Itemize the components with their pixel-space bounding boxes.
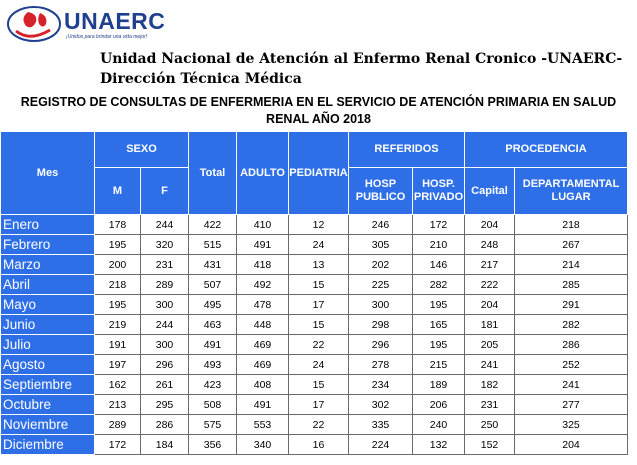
value-cell: 250 [465, 415, 515, 435]
value-cell: 204 [465, 295, 515, 315]
value-cell: 178 [95, 215, 141, 235]
value-cell: 24 [289, 355, 349, 375]
value-cell: 225 [349, 275, 413, 295]
value-cell: 15 [289, 375, 349, 395]
value-cell: 210 [413, 235, 465, 255]
col-header-mes: Mes [1, 132, 95, 215]
org-line-2: Dirección Técnica Médica [100, 71, 302, 87]
table-row [1, 415, 628, 435]
month-cell: Septiembre [1, 375, 95, 395]
month-cell: Junio [1, 315, 95, 335]
value-cell: 300 [141, 295, 189, 315]
col-header-adulto: ADULTO [237, 132, 289, 215]
value-cell: 335 [349, 415, 413, 435]
kidney-hands-icon [6, 4, 62, 44]
value-cell: 295 [141, 395, 189, 415]
table-row [1, 215, 628, 235]
value-cell: 252 [515, 355, 628, 375]
value-cell: 495 [189, 295, 237, 315]
value-cell: 182 [465, 375, 515, 395]
value-cell: 244 [141, 215, 189, 235]
col-header-hosp-privado: HOSP. PRIVADO [413, 168, 465, 215]
value-cell: 218 [515, 215, 628, 235]
value-cell: 189 [413, 375, 465, 395]
col-header-capital: Capital [465, 168, 515, 215]
value-cell: 289 [141, 275, 189, 295]
value-cell: 214 [515, 255, 628, 275]
table-body [1, 215, 628, 455]
month-cell: Enero [1, 215, 95, 235]
value-cell: 278 [349, 355, 413, 375]
group-header-sexo: SEXO [95, 132, 189, 168]
table-row [1, 355, 628, 375]
table-row [1, 335, 628, 355]
value-cell: 195 [95, 295, 141, 315]
value-cell: 181 [465, 315, 515, 335]
value-cell: 248 [465, 235, 515, 255]
value-cell: 231 [465, 395, 515, 415]
col-header-total: Total [189, 132, 237, 215]
value-cell: 300 [141, 335, 189, 355]
value-cell: 291 [515, 295, 628, 315]
value-cell: 219 [95, 315, 141, 335]
value-cell: 191 [95, 335, 141, 355]
value-cell: 418 [237, 255, 289, 275]
value-cell: 213 [95, 395, 141, 415]
organization-heading [100, 49, 622, 89]
value-cell: 165 [413, 315, 465, 335]
value-cell: 493 [189, 355, 237, 375]
value-cell: 224 [349, 435, 413, 455]
value-cell: 16 [289, 435, 349, 455]
table-row [1, 255, 628, 275]
value-cell: 222 [465, 275, 515, 295]
month-cell: Agosto [1, 355, 95, 375]
consultations-table [0, 131, 628, 455]
value-cell: 231 [141, 255, 189, 275]
report-title [0, 94, 637, 128]
value-cell: 172 [413, 215, 465, 235]
month-cell: Julio [1, 335, 95, 355]
value-cell: 17 [289, 395, 349, 415]
value-cell: 282 [515, 315, 628, 335]
value-cell: 146 [413, 255, 465, 275]
value-cell: 244 [141, 315, 189, 335]
month-cell: Noviembre [1, 415, 95, 435]
col-header-pediatria: PEDIATRIA [289, 132, 349, 215]
value-cell: 325 [515, 415, 628, 435]
col-header-departamental: DEPARTAMENTAL LUGAR [515, 168, 628, 215]
value-cell: 575 [189, 415, 237, 435]
table-row [1, 315, 628, 335]
value-cell: 195 [413, 335, 465, 355]
value-cell: 507 [189, 275, 237, 295]
value-cell: 491 [237, 395, 289, 415]
value-cell: 195 [95, 235, 141, 255]
value-cell: 298 [349, 315, 413, 335]
value-cell: 246 [349, 215, 413, 235]
value-cell: 340 [237, 435, 289, 455]
value-cell: 197 [95, 355, 141, 375]
value-cell: 204 [465, 215, 515, 235]
value-cell: 431 [189, 255, 237, 275]
value-cell: 423 [189, 375, 237, 395]
table-row [1, 435, 628, 455]
value-cell: 515 [189, 235, 237, 255]
col-header-m: M [95, 168, 141, 215]
logo-tagline: ¡Unidos para brindar una vida mejor! [66, 34, 148, 40]
col-header-f: F [141, 168, 189, 215]
value-cell: 22 [289, 335, 349, 355]
value-cell: 356 [189, 435, 237, 455]
report-title-line-1: REGISTRO DE CONSULTAS DE ENFERMERIA EN EL SERVICIO DE ATENCIÓN PRIMARIA EN SALUD [20, 95, 617, 109]
value-cell: 300 [349, 295, 413, 315]
table-row [1, 375, 628, 395]
table-row [1, 235, 628, 255]
value-cell: 17 [289, 295, 349, 315]
value-cell: 206 [413, 395, 465, 415]
value-cell: 205 [465, 335, 515, 355]
value-cell: 305 [349, 235, 413, 255]
value-cell: 302 [349, 395, 413, 415]
value-cell: 22 [289, 415, 349, 435]
value-cell: 553 [237, 415, 289, 435]
value-cell: 277 [515, 395, 628, 415]
value-cell: 478 [237, 295, 289, 315]
value-cell: 202 [349, 255, 413, 275]
value-cell: 296 [141, 355, 189, 375]
value-cell: 469 [237, 335, 289, 355]
value-cell: 491 [237, 235, 289, 255]
value-cell: 204 [515, 435, 628, 455]
month-cell: Octubre [1, 395, 95, 415]
value-cell: 184 [141, 435, 189, 455]
value-cell: 410 [237, 215, 289, 235]
value-cell: 286 [141, 415, 189, 435]
month-cell: Diciembre [1, 435, 95, 455]
value-cell: 240 [413, 415, 465, 435]
value-cell: 234 [349, 375, 413, 395]
value-cell: 492 [237, 275, 289, 295]
value-cell: 296 [349, 335, 413, 355]
value-cell: 12 [289, 215, 349, 235]
value-cell: 285 [515, 275, 628, 295]
value-cell: 448 [237, 315, 289, 335]
logo-name: UNAERC [64, 8, 166, 34]
value-cell: 408 [237, 375, 289, 395]
table-row [1, 395, 628, 415]
value-cell: 469 [237, 355, 289, 375]
report-title-line-2: RENAL AÑO 2018 [266, 112, 371, 126]
table-row [1, 295, 628, 315]
month-cell: Abril [1, 275, 95, 295]
month-cell: Febrero [1, 235, 95, 255]
table-row [1, 275, 628, 295]
value-cell: 289 [95, 415, 141, 435]
value-cell: 217 [465, 255, 515, 275]
value-cell: 491 [189, 335, 237, 355]
value-cell: 422 [189, 215, 237, 235]
value-cell: 241 [465, 355, 515, 375]
value-cell: 286 [515, 335, 628, 355]
value-cell: 200 [95, 255, 141, 275]
value-cell: 241 [515, 375, 628, 395]
value-cell: 215 [413, 355, 465, 375]
value-cell: 508 [189, 395, 237, 415]
unaerc-logo [6, 4, 166, 44]
value-cell: 172 [95, 435, 141, 455]
value-cell: 261 [141, 375, 189, 395]
value-cell: 15 [289, 315, 349, 335]
group-header-procedencia: PROCEDENCIA [465, 132, 628, 168]
value-cell: 195 [413, 295, 465, 315]
value-cell: 24 [289, 235, 349, 255]
value-cell: 13 [289, 255, 349, 275]
value-cell: 162 [95, 375, 141, 395]
value-cell: 267 [515, 235, 628, 255]
month-cell: Marzo [1, 255, 95, 275]
value-cell: 320 [141, 235, 189, 255]
month-cell: Mayo [1, 295, 95, 315]
value-cell: 218 [95, 275, 141, 295]
group-header-referidos: REFERIDOS [349, 132, 465, 168]
value-cell: 132 [413, 435, 465, 455]
org-line-1: Unidad Nacional de Atención al Enfermo Renal Cronico -UNAERC- [100, 51, 623, 67]
value-cell: 282 [413, 275, 465, 295]
value-cell: 15 [289, 275, 349, 295]
col-header-hosp-publico: HOSP PUBLICO [349, 168, 413, 215]
value-cell: 463 [189, 315, 237, 335]
value-cell: 152 [465, 435, 515, 455]
